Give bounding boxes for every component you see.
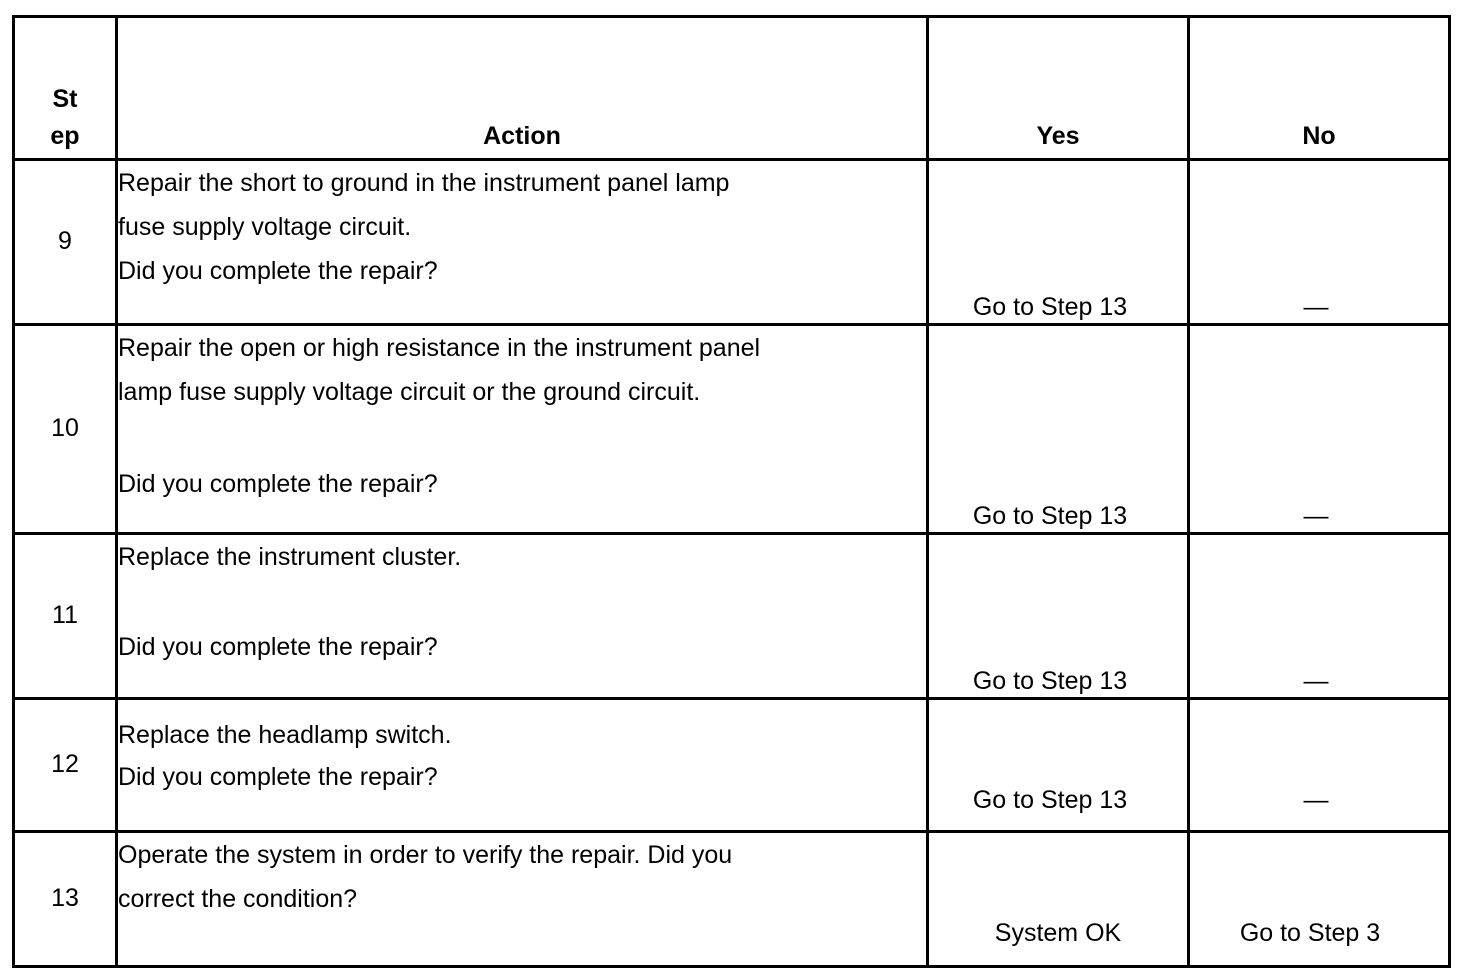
yes-result: Go to Step 13 — [972, 292, 1128, 321]
action-text-line: Replace the instrument cluster. — [118, 543, 462, 571]
yes-result: Go to Step 13 — [972, 666, 1128, 695]
action-question: Did you complete the repair? — [118, 633, 438, 661]
action-column-header: Action — [117, 17, 928, 160]
action-text-line: Replace the headlamp switch. — [118, 721, 452, 749]
action-cell — [117, 534, 928, 699]
action-text-line: lamp fuse supply voltage circuit or the ground circuit. — [118, 378, 701, 406]
no-cell — [1189, 832, 1450, 967]
step-number: 13 — [14, 832, 117, 967]
no-column-header: No — [1189, 17, 1450, 160]
table-row — [14, 534, 1450, 699]
action-cell — [117, 699, 928, 832]
yes-result: Go to Step 13 — [972, 785, 1128, 814]
action-text-line: Repair the open or high resistance in the instrument panel — [118, 334, 761, 362]
yes-cell — [928, 832, 1189, 967]
table-row — [14, 160, 1450, 325]
yes-cell — [928, 699, 1189, 832]
no-result: — — [1303, 666, 1329, 695]
yes-result: Go to Step 13 — [972, 501, 1128, 530]
action-cell — [117, 832, 928, 967]
step-number: 9 — [14, 160, 117, 325]
no-result: — — [1303, 292, 1329, 321]
yes-cell — [928, 160, 1189, 325]
step-column-header — [14, 17, 117, 160]
table-row — [14, 699, 1450, 832]
action-text-line: Repair the short to ground in the instrument panel lamp — [118, 169, 730, 197]
no-cell — [1189, 699, 1450, 832]
no-result: Go to Step 3 — [1239, 918, 1381, 947]
action-question: Did you complete the repair? — [118, 257, 438, 285]
yes-cell — [928, 534, 1189, 699]
yes-column-header: Yes — [928, 17, 1189, 160]
action-text-line: Operate the system in order to verify the repair. Did you — [118, 841, 733, 869]
action-text-line: correct the condition? — [118, 885, 358, 913]
step-header-line-1: St — [52, 84, 78, 113]
step-header-line-2: ep — [50, 121, 80, 150]
no-result: — — [1303, 785, 1329, 814]
diagnostic-table — [12, 15, 1451, 968]
table-row — [14, 325, 1450, 534]
action-question: Did you complete the repair? — [118, 763, 438, 791]
no-cell — [1189, 534, 1450, 699]
no-result: — — [1303, 501, 1329, 530]
action-cell — [117, 160, 928, 325]
action-cell — [117, 325, 928, 534]
no-cell — [1189, 325, 1450, 534]
table-row — [14, 832, 1450, 967]
no-cell — [1189, 160, 1450, 325]
step-number: 12 — [14, 699, 117, 832]
action-question: Did you complete the repair? — [118, 470, 438, 498]
yes-result: System OK — [994, 918, 1122, 947]
step-number: 11 — [14, 534, 117, 699]
step-number: 10 — [14, 325, 117, 534]
table-header-row — [14, 17, 1450, 160]
yes-cell — [928, 325, 1189, 534]
action-text-line: fuse supply voltage circuit. — [118, 213, 412, 241]
